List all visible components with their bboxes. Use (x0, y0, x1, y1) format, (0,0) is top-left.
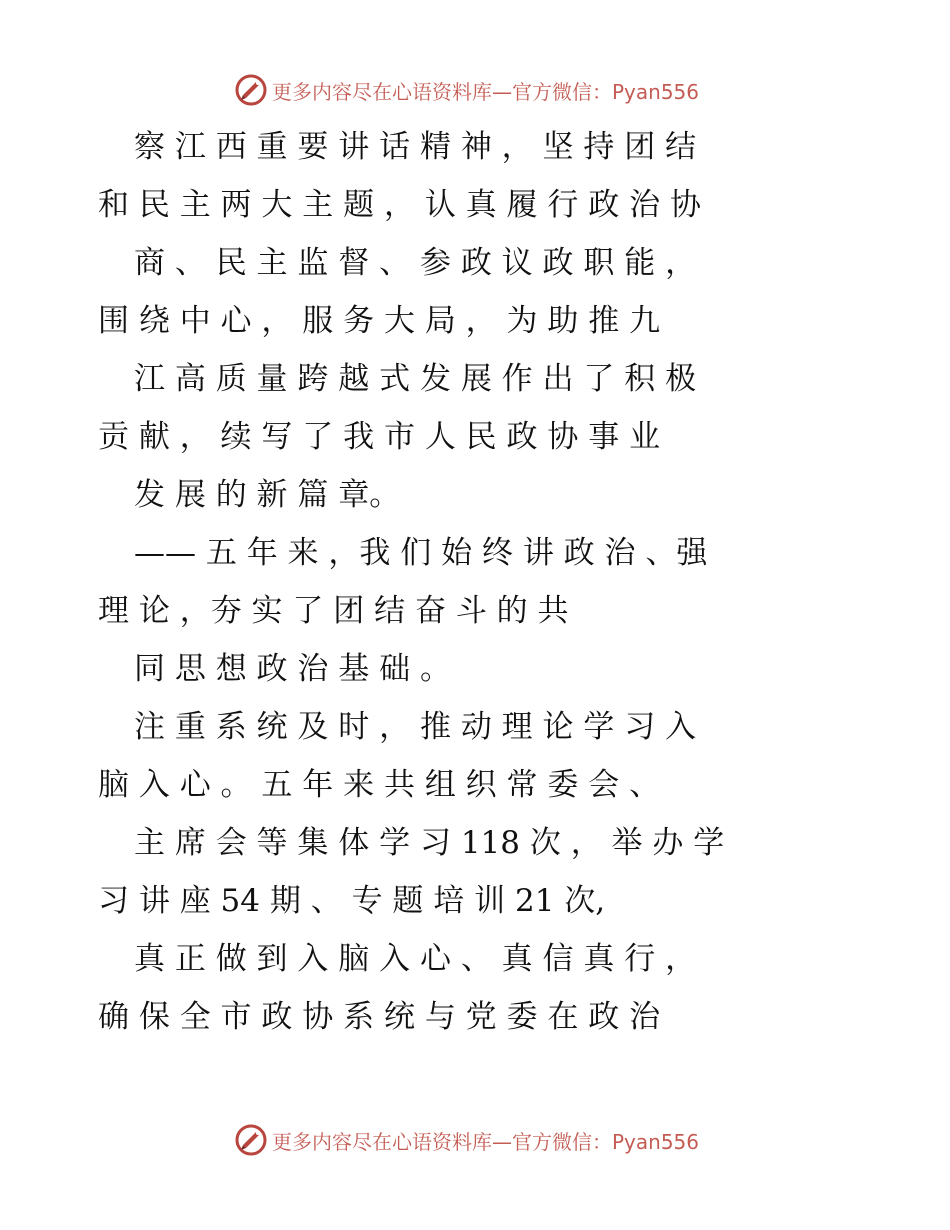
text-line-9: 理 论 ，夯 实 了 团 结 奋 斗 的 共 (98, 593, 569, 629)
text-line-10: 同 思 想 政 治 基 础 。 (134, 651, 451, 687)
banner-slogan: 更多内容尽在心语资料库—官方微信： (272, 79, 612, 104)
text-line-11: 注 重 系 统 及 时 ， 推 动 理 论 学 习 入 (134, 709, 697, 745)
banner-text (272, 1126, 699, 1155)
text-line-1: 察 江 西 重 要 讲 话 精 神 ， 坚 持 团 结 (134, 129, 697, 165)
text-line-2: 和 民 主 两 大 主 题 ， 认 真 履 行 政 治 协 (98, 187, 701, 223)
text-line-6: 贡 献 ， 续 写 了 我 市 人 民 政 协 事 业 (98, 419, 661, 455)
banner-slogan: 更多内容尽在心语资料库—官方微信： (272, 1129, 612, 1154)
text-line-12: 脑 入 心 。 五 年 来 共 组 织 常 委 会 、 (98, 767, 661, 803)
banner-contact: Pyan556 (612, 79, 700, 104)
text-line-13: 主 席 会 等 集 体 学 习 118 次 ， 举 办 学 (134, 825, 725, 861)
text-line-8: —— 五 年 来 ，我 们 始 终 讲 政 治 、强 (134, 535, 708, 571)
footer-banner (234, 1122, 699, 1158)
pen-logo-icon (234, 1123, 268, 1157)
text-line-5: 江 高 质 量 跨 越 式 发 展 作 出 了 积 极 (134, 361, 697, 397)
text-line-14: 习 讲 座 54 期 、 专 题 培 训 21 次, (98, 883, 606, 919)
header-banner (234, 72, 699, 108)
text-line-3: 商 、 民 主 监 督 、 参 政 议 政 职 能 ， (134, 245, 697, 281)
banner-text (272, 76, 699, 105)
text-line-4: 围 绕 中 心 ， 服 务 大 局 ， 为 助 推 九 (98, 303, 661, 339)
text-line-7: 发 展 的 新 篇 章。 (134, 477, 401, 513)
pen-logo-icon (234, 73, 268, 107)
banner-contact: Pyan556 (612, 1129, 700, 1154)
text-line-16: 确 保 全 市 政 协 系 统 与 党 委 在 政 治 (98, 999, 661, 1035)
text-line-15: 真 正 做 到 入 脑 入 心 、 真 信 真 行 ， (134, 941, 697, 977)
